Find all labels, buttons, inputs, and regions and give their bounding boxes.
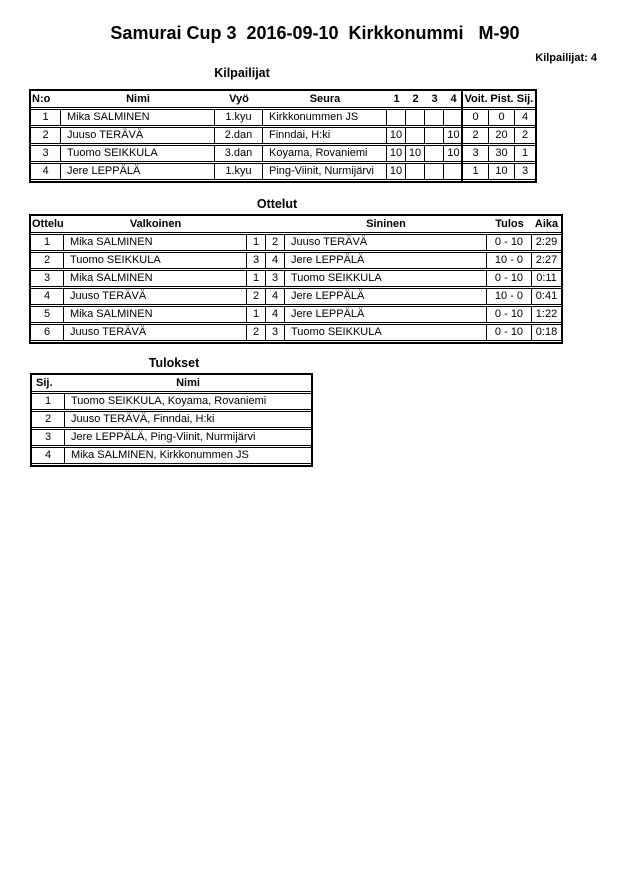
- cell-tulos: 10 - 0: [487, 252, 532, 269]
- cell-match2: [406, 109, 425, 126]
- cell-blue-no: 2: [266, 234, 285, 251]
- cell-match2: [406, 127, 425, 144]
- cell-match4: 10: [444, 145, 463, 162]
- cell-aika: 1:22: [532, 306, 561, 323]
- cell-seura: Finndai, H:ki: [263, 127, 387, 144]
- cell-sij: 2: [515, 127, 535, 144]
- match-row: [31, 306, 561, 323]
- result-row: [32, 393, 311, 410]
- cell-match3: [425, 127, 444, 144]
- cell-sininen: Jere LEPPÄLÄ: [285, 288, 487, 305]
- results-header-row: [32, 376, 311, 392]
- section-heading-kilpailijat: Kilpailijat: [214, 66, 270, 80]
- competitors-header-row: [31, 92, 535, 108]
- col-header-aika: Aika: [532, 217, 561, 233]
- cell-valkoinen: Mika SALMINEN: [64, 306, 247, 323]
- cell-valkoinen: Tuomo SEIKKULA: [64, 252, 247, 269]
- cell-seura: Koyama, Rovaniemi: [263, 145, 387, 162]
- col-header-match4: 4: [444, 92, 463, 108]
- col-header-seura: Seura: [263, 92, 387, 108]
- competitors-count-label: Kilpailijat: 4: [535, 52, 597, 64]
- cell-match3: [425, 109, 444, 126]
- cell-sij: 3: [32, 429, 65, 446]
- cell-nimi: Tuomo SEIKKULA: [61, 145, 215, 162]
- cell-valkoinen: Mika SALMINEN: [64, 234, 247, 251]
- cell-aika: 0:11: [532, 270, 561, 287]
- page-title: Samurai Cup 3 2016-09-10 Kirkkonummi M-90: [110, 23, 520, 43]
- col-header-pist: Pist.: [489, 92, 515, 108]
- cell-sij: 1: [32, 393, 65, 410]
- cell-match1: [387, 109, 406, 126]
- cell-sininen: Jere LEPPÄLÄ: [285, 252, 487, 269]
- cell-sininen: Juuso TERÄVÄ: [285, 234, 487, 251]
- cell-white-no: 2: [247, 324, 266, 341]
- cell-no: 2: [31, 127, 61, 144]
- cell-white-no: 1: [247, 270, 266, 287]
- section-heading-ottelut: Ottelut: [256, 197, 298, 211]
- cell-match-no: 5: [31, 306, 64, 323]
- matches-header-row: [31, 217, 561, 233]
- cell-pist: 0: [489, 109, 515, 126]
- cell-blue-no: 3: [266, 270, 285, 287]
- competitors-table: [29, 89, 537, 183]
- cell-blue-no: 3: [266, 324, 285, 341]
- col-header-tulos: Tulos: [487, 217, 532, 233]
- col-header-white-no: [247, 217, 266, 233]
- match-row: [31, 324, 561, 341]
- cell-voit: 2: [463, 127, 489, 144]
- cell-match1: 10: [387, 163, 406, 180]
- cell-tulos: 0 - 10: [487, 270, 532, 287]
- cell-voit: 1: [463, 163, 489, 180]
- col-header-ottelu: Ottelu: [31, 217, 64, 233]
- cell-sij: 2: [32, 411, 65, 428]
- col-header-blue-no: [266, 217, 285, 233]
- cell-no: 1: [31, 109, 61, 126]
- result-row: [32, 429, 311, 446]
- competitor-row: [31, 109, 535, 126]
- cell-valkoinen: Mika SALMINEN: [64, 270, 247, 287]
- cell-sij: 3: [515, 163, 535, 180]
- competitor-row: [31, 163, 535, 180]
- cell-valkoinen: Juuso TERÄVÄ: [64, 288, 247, 305]
- col-header-valkoinen: Valkoinen: [64, 217, 247, 233]
- col-header-voit: Voit.: [463, 92, 489, 108]
- col-header-sij: Sij.: [32, 376, 65, 392]
- cell-sij: 4: [32, 447, 65, 464]
- cell-match3: [425, 163, 444, 180]
- col-header-sininen: Sininen: [285, 217, 487, 233]
- cell-match1: 10: [387, 145, 406, 162]
- cell-white-no: 3: [247, 252, 266, 269]
- col-header-no: N:o: [31, 92, 61, 108]
- cell-seura: Ping-Viinit, Nurmijärvi: [263, 163, 387, 180]
- thick-column-divider: [461, 91, 463, 181]
- cell-sij: 1: [515, 145, 535, 162]
- col-header-match3: 3: [425, 92, 444, 108]
- cell-vyo: 3.dan: [215, 145, 263, 162]
- cell-vyo: 1.kyu: [215, 109, 263, 126]
- match-row: [31, 270, 561, 287]
- cell-nimi: Jere LEPPÄLÄ: [61, 163, 215, 180]
- cell-tulos: 0 - 10: [487, 306, 532, 323]
- matches-table: [29, 214, 563, 344]
- cell-no: 3: [31, 145, 61, 162]
- cell-nimi: Juuso TERÄVÄ, Finndai, H:ki: [65, 411, 311, 428]
- cell-match-no: 3: [31, 270, 64, 287]
- cell-voit: 3: [463, 145, 489, 162]
- competitor-row: [31, 127, 535, 144]
- cell-tulos: 0 - 10: [487, 324, 532, 341]
- section-heading-tulokset: Tulokset: [148, 356, 200, 370]
- cell-nimi: Tuomo SEIKKULA, Koyama, Rovaniemi: [65, 393, 311, 410]
- match-row: [31, 252, 561, 269]
- result-row: [32, 411, 311, 428]
- cell-sij: 4: [515, 109, 535, 126]
- cell-tulos: 0 - 10: [487, 234, 532, 251]
- cell-match2: 10: [406, 145, 425, 162]
- results-table: [30, 373, 313, 467]
- cell-nimi: Juuso TERÄVÄ: [61, 127, 215, 144]
- cell-pist: 20: [489, 127, 515, 144]
- col-header-vyo: Vyö: [215, 92, 263, 108]
- cell-match-no: 1: [31, 234, 64, 251]
- col-header-nimi: Nimi: [65, 376, 311, 392]
- cell-match-no: 4: [31, 288, 64, 305]
- cell-voit: 0: [463, 109, 489, 126]
- cell-blue-no: 4: [266, 252, 285, 269]
- col-header-sij: Sij.: [515, 92, 535, 108]
- cell-vyo: 1.kyu: [215, 163, 263, 180]
- cell-valkoinen: Juuso TERÄVÄ: [64, 324, 247, 341]
- cell-sininen: Tuomo SEIKKULA: [285, 324, 487, 341]
- col-header-match1: 1: [387, 92, 406, 108]
- cell-aika: 2:27: [532, 252, 561, 269]
- competitor-row: [31, 145, 535, 162]
- match-row: [31, 288, 561, 305]
- cell-nimi: Mika SALMINEN: [61, 109, 215, 126]
- match-row: [31, 234, 561, 251]
- cell-blue-no: 4: [266, 288, 285, 305]
- cell-vyo: 2.dan: [215, 127, 263, 144]
- cell-match3: [425, 145, 444, 162]
- col-header-match2: 2: [406, 92, 425, 108]
- cell-pist: 10: [489, 163, 515, 180]
- cell-aika: 0:41: [532, 288, 561, 305]
- cell-sininen: Tuomo SEIKKULA: [285, 270, 487, 287]
- cell-no: 4: [31, 163, 61, 180]
- cell-match1: 10: [387, 127, 406, 144]
- cell-nimi: Jere LEPPÄLÄ, Ping-Viinit, Nurmijärvi: [65, 429, 311, 446]
- cell-seura: Kirkkonummen JS: [263, 109, 387, 126]
- cell-nimi: Mika SALMINEN, Kirkkonummen JS: [65, 447, 311, 464]
- cell-white-no: 1: [247, 234, 266, 251]
- cell-blue-no: 4: [266, 306, 285, 323]
- cell-sininen: Jere LEPPÄLÄ: [285, 306, 487, 323]
- cell-match-no: 2: [31, 252, 64, 269]
- cell-match2: [406, 163, 425, 180]
- result-row: [32, 447, 311, 464]
- cell-aika: 2:29: [532, 234, 561, 251]
- cell-pist: 30: [489, 145, 515, 162]
- cell-tulos: 10 - 0: [487, 288, 532, 305]
- cell-white-no: 1: [247, 306, 266, 323]
- cell-match4: 10: [444, 127, 463, 144]
- cell-white-no: 2: [247, 288, 266, 305]
- cell-aika: 0:18: [532, 324, 561, 341]
- col-header-nimi: Nimi: [61, 92, 215, 108]
- cell-match-no: 6: [31, 324, 64, 341]
